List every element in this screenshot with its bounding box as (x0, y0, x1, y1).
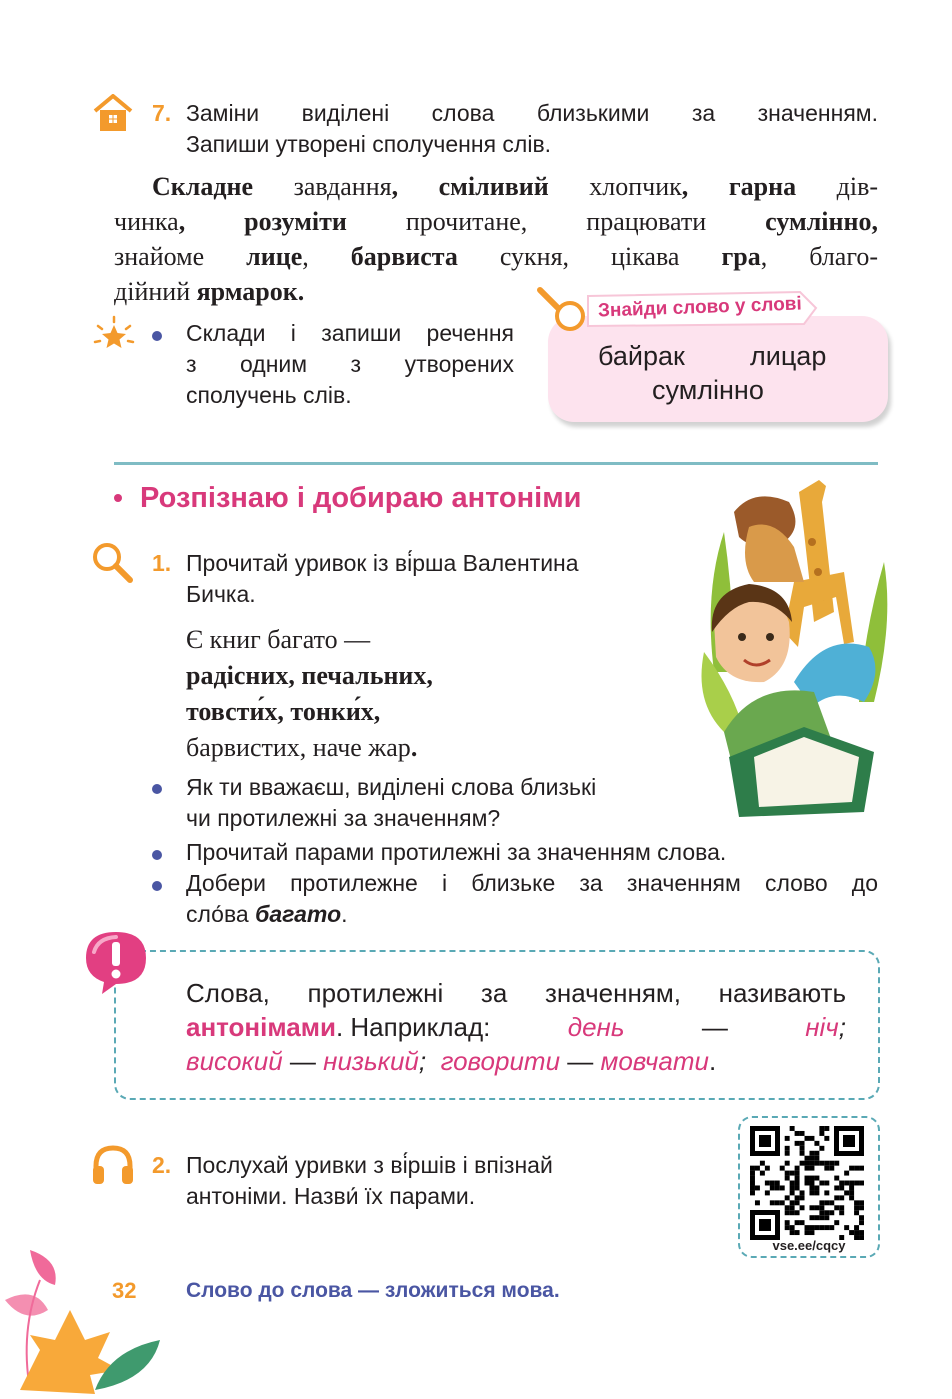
example-dash: — (282, 1046, 324, 1076)
highlighted-word: , гарна (681, 172, 797, 201)
footer-proverb: Слово до слова — зложиться мова. (186, 1279, 560, 1302)
question2: Прочитай парами протилежні за значенням слова. (186, 839, 727, 865)
rule-term: антонімами (186, 1012, 336, 1042)
highlighted-word: лице (246, 242, 303, 271)
home-task-icon (92, 94, 134, 132)
boy-with-book-illustration (694, 472, 894, 824)
phrase-text: , (302, 242, 351, 271)
example-high: високий (186, 1046, 283, 1076)
task7-bullet-line1: Склади і запиши речення (186, 320, 514, 346)
example-semicolon: ; (838, 1012, 846, 1042)
example-dash: — (701, 1012, 728, 1042)
find-word-label: Знайди слово у слові (597, 293, 803, 322)
find-word-word2: лицар (750, 341, 827, 371)
example-night: ніч (805, 1012, 839, 1042)
rule-line3 (186, 1044, 716, 1078)
task1-instruction-line2: Бичка. (186, 581, 256, 607)
bullet-dot (152, 784, 162, 794)
poem-line1: Є книг багато — (186, 625, 371, 654)
section-bullet (114, 494, 122, 502)
phrase-text: , благо- (760, 242, 879, 271)
star-creative-icon (92, 314, 136, 358)
question3-line2 (186, 899, 348, 930)
magnifier-icon (534, 284, 590, 334)
leaves-decoration (0, 1240, 170, 1394)
question3-suffix: . (341, 901, 348, 927)
example-silent: мовчати (600, 1046, 709, 1076)
rule-line1: Слова, протилежні за значенням, називають (186, 978, 846, 1008)
rule-term-after: . Наприклад: (335, 1012, 491, 1042)
example-semicolon: ; (418, 1046, 427, 1076)
example-day: день (567, 1012, 625, 1042)
task7-instruction-line1: Заміни виділені слова близькими за значенням. (186, 100, 878, 126)
phrase-text: дів- (796, 172, 879, 201)
phrase-text: прочитане, працювати (346, 207, 766, 236)
bullet-dot (152, 881, 162, 891)
phrase-text: чинка (114, 207, 179, 236)
rule-term-group (186, 1010, 490, 1044)
phrases-line1 (152, 169, 878, 204)
phrase-text: дійний (114, 277, 197, 306)
find-word-word3: сумлінно (652, 375, 764, 405)
task1-number: 1. (152, 550, 172, 576)
phrase-text: завдання (253, 172, 392, 201)
rule-line2 (186, 1010, 846, 1044)
task7-bullet-line2: з одним з утворених (186, 351, 514, 377)
example-speak: говорити (440, 1046, 561, 1076)
headphones-icon (90, 1142, 136, 1188)
poem-line4-end: . (410, 733, 418, 762)
highlighted-word: сумлінно, (765, 207, 878, 236)
poem-line3: товсти́х, тонки́х, (186, 697, 381, 726)
poem-line4-text: барвистих, наче жар (186, 733, 411, 762)
example-dash: — (560, 1046, 601, 1076)
example-low: низький (323, 1046, 419, 1076)
poem-line2: радісних, печальних, (186, 661, 433, 690)
task2-instruction-line2: антоніми. Назви́ їх парами. (186, 1183, 476, 1209)
find-word-label-tag (584, 290, 820, 328)
task2-instruction-line1: Послухай уривки з ві́ршів і впізнай (186, 1152, 553, 1178)
task7-instruction-line2: Запиши утворені сполучення слів. (186, 131, 552, 157)
find-word-card (548, 316, 888, 422)
phrases-line2 (114, 204, 878, 239)
highlighted-word: барвиста (350, 242, 458, 271)
page-number: 32 (112, 1278, 137, 1303)
section-title: Розпізнаю і добираю антоніми (140, 482, 582, 514)
highlighted-word: , розуміти (178, 207, 347, 236)
highlighted-word: Складне (152, 172, 254, 201)
phrases-line3 (114, 239, 878, 274)
example-end: . (708, 1046, 717, 1076)
task1-instruction-line1: Прочитай уривок із ві́рша Валентина (186, 550, 579, 576)
example-night-group (805, 1010, 846, 1044)
question1-line1: Як ти вважаєш, виділені слова близькі (186, 774, 597, 800)
question3-prefix: сло́ва (186, 901, 256, 927)
question3-line1: Добери протилежне і близьке за значенням слово до (186, 870, 878, 896)
task7-number: 7. (152, 100, 172, 126)
phrase-text: хлопчик (548, 172, 682, 201)
highlighted-word: гра (721, 242, 761, 271)
phrase-text: сукня, цікава (457, 242, 722, 271)
highlighted-word: ярмарок. (196, 277, 305, 306)
phrase-text: знайоме (114, 242, 247, 271)
question3-word: багато (255, 901, 342, 927)
magnifier-task-icon (90, 540, 136, 586)
task2-number: 2. (152, 1152, 172, 1178)
phrases-line4 (114, 274, 304, 309)
question1-line2: чи протилежні за значенням? (186, 805, 501, 831)
bullet-dot (152, 331, 162, 341)
bullet-dot (152, 850, 162, 860)
poem-line4 (186, 730, 417, 765)
section-divider (114, 462, 878, 465)
exclamation-icon (80, 928, 156, 996)
qr-url[interactable]: vse.ee/cqcy (772, 1238, 846, 1253)
find-word-word1: байрак (598, 341, 685, 371)
qr-code[interactable] (750, 1126, 864, 1240)
highlighted-word: , сміливий (391, 172, 549, 201)
task7-bullet-line3: сполучень слів. (186, 382, 352, 408)
